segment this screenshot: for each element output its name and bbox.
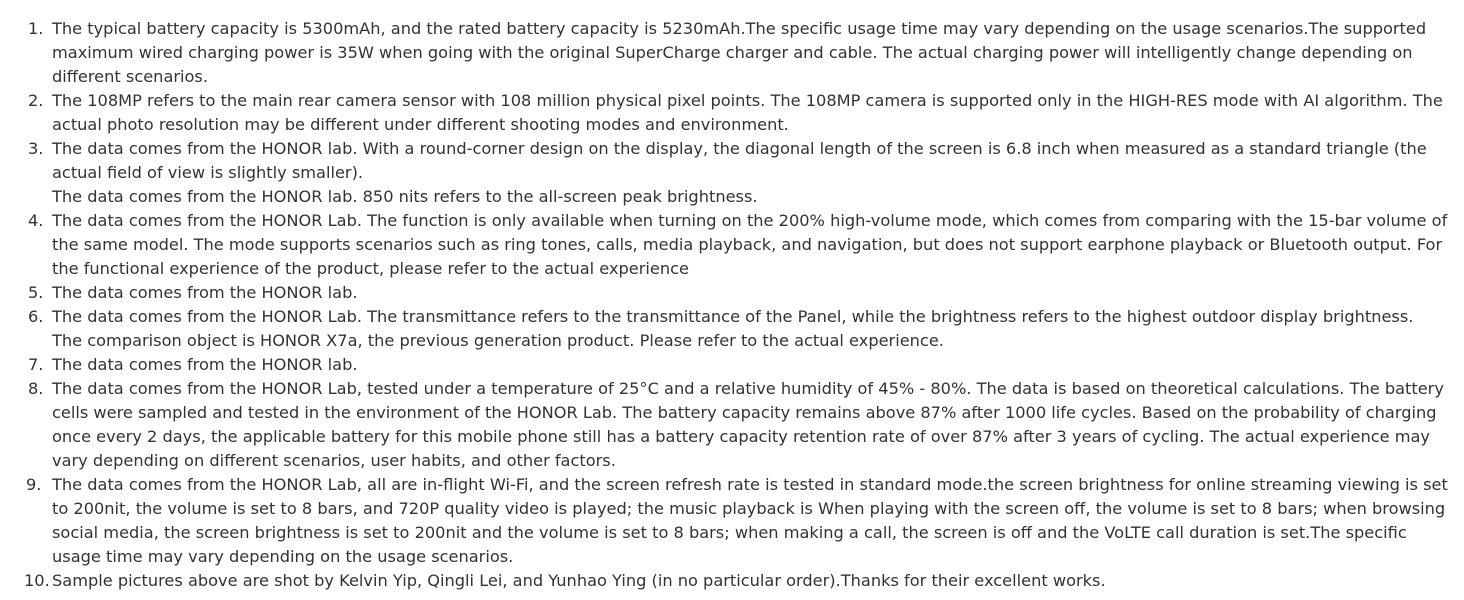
footnote-text: The data comes from the HONOR lab. [52,283,358,302]
footnote-item [0,281,1464,305]
footnote-number: 4. [28,211,44,230]
footnote-text-continued: The data comes from the HONOR lab. 850 nits refers to the all-screen peak brightness. [52,187,758,206]
footnote-item [0,377,1464,473]
footnote-text: The data comes from the HONOR Lab, all are in-flight Wi-Fi, and the screen refresh rate is tested in standard mode.the screen brightness for online streaming viewing is set to 200nit, the volume is set to 8 bars, and 720P quality video is played; the music playback is When playing with the screen off, the volume is set to 8 bars; when browsing social media, the screen brightness is set to 200nit and the volume is set to 8 bars; when making a call, the screen is off and the VoLTE call duration is set.The specific usage time may vary depending on the usage scenarios. [52,475,1448,566]
footnote-item [0,569,1464,593]
footnote-item [0,209,1464,281]
footnote-item [0,137,1464,209]
footnote-text: The data comes from the HONOR Lab. The function is only available when turning on the 200% high-volume mode, which comes from comparing with the 15-bar volume of the same model. The mode supports scenarios such as ring tones, calls, media playback, and navigation, but does not support earphone playback or Bluetooth output. For the functional experience of the product, please refer to the actual experience [52,211,1448,278]
footnote-number: 2. [28,91,44,110]
footnote-number: 8. [28,379,44,398]
footnote-item [0,17,1464,89]
footnote-number: 3. [28,139,44,158]
footnote-item [0,353,1464,377]
footnote-item [0,305,1464,353]
footnote-number: 6. [28,307,44,326]
footnote-number: 9. [26,475,42,494]
footnote-text: The data comes from the HONOR lab. [52,355,358,374]
footnote-item [0,473,1464,569]
footnote-text: The data comes from the HONOR lab. With a round-corner design on the display, the diagonal length of the screen is 6.8 inch when measured as a standard triangle (the actual field of view is slightly smaller). [52,139,1427,182]
footnote-item [0,89,1464,137]
footnote-text: The typical battery capacity is 5300mAh, and the rated battery capacity is 5230mAh.The specific usage time may vary depending on the usage scenarios.The supported maximum wired charging power is 35W when going with the original SuperCharge charger and cable. The actual charging power will intelligently change depending on different scenarios. [52,19,1427,86]
footnote-number: 7. [28,355,44,374]
footnote-number: 10. [24,571,50,590]
footnote-number: 1. [28,19,44,38]
footnote-number: 5. [28,283,44,302]
footnote-text: The 108MP refers to the main rear camera sensor with 108 million physical pixel points. The 108MP camera is supported only in the HIGH-RES mode with AI algorithm. The actual photo resolution may be different under different shooting modes and environment. [52,91,1443,134]
footnote-text: Sample pictures above are shot by Kelvin Yip, Qingli Lei, and Yunhao Ying (in no particular order).Thanks for their excellent works. [52,571,1106,590]
footnote-text: The data comes from the HONOR Lab. The transmittance refers to the transmittance of the Panel, while the brightness refers to the highest outdoor display brightness. The comparison object is HONOR X7a, the previous generation product. Please refer to the actual experience. [52,307,1414,350]
footnote-text: The data comes from the HONOR Lab, tested under a temperature of 25°C and a relative humidity of 45% - 80%. The data is based on theoretical calculations. The battery cells were sampled and tested in the environment of the HONOR Lab. The battery capacity remains above 87% after 1000 life cycles. Based on the probability of charging once every 2 days, the applicable battery for this mobile phone still has a battery capacity retention rate of over 87% after 3 years of cycling. The actual experience may vary depending on different scenarios, user habits, and other factors. [52,379,1444,470]
